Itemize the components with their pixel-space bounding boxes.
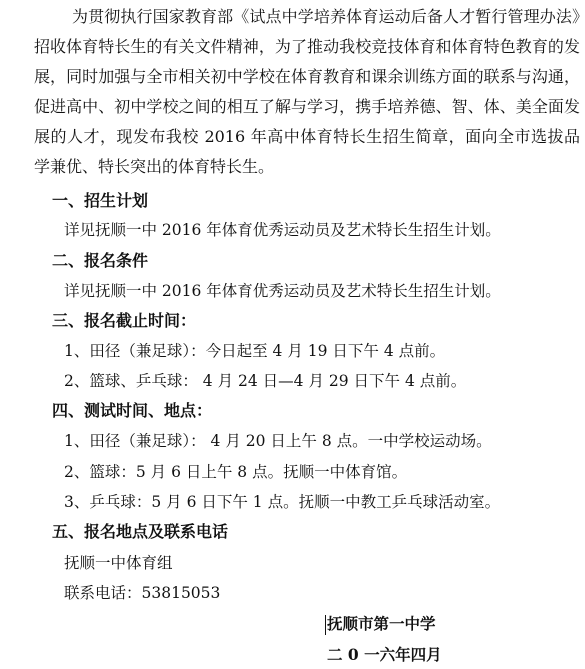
test-item-table-tennis: 3、乒乓球：5 月 6 日下午 1 点。抚顺一中教工乒乓球活动室。 [64,493,501,511]
section-text-requirements: 详见抚顺一中 2016 年体育优秀运动员及艺术特长生招生计划。 [64,282,501,300]
section-heading-location-contact: 五、报名地点及联系电话 [52,522,229,541]
contact-location: 抚顺一中体育组 [64,554,173,572]
intro-paragraph: 为贯彻执行国家教育部《试点中学培养体育运动后备人才暂行管理办法》招收体育特长生的有关文件精神，为了推动我校竞技体育和体育特色教育的发展，同时加强与全市相关初中学校在体育教育和课余训练方面的联系与沟通，促进高中、初中学校之间的相互了解与学习，携手培养德、智、体、美全面发展的人才，现发布我校 2016 年高中体育特长生招生简章，面向全市选拔品学兼优、特长突出的体育特长生。 [34,7,580,176]
section-text-enrollment-plan: 详见抚顺一中 2016 年体育优秀运动员及艺术特长生招生计划。 [64,221,501,239]
deadline-item-ball: 2、篮球、乒乓球： 4 月 24 日—4 月 29 日下午 4 点前。 [64,372,467,390]
section-heading-deadline: 三、报名截止时间： [52,311,197,330]
test-item-basketball: 2、篮球：5 月 6 日上午 8 点。抚顺一中体育馆。 [64,463,408,481]
signature-date: 二 0 一六年四月 [327,645,442,664]
section-heading-test-time-place: 四、测试时间、地点： [52,401,213,420]
section-heading-requirements: 二、报名条件 [52,251,149,270]
text-cursor [325,615,326,635]
test-item-track: 1、田径（兼足球）： 4 月 20 日上午 8 点。一中学校运动场。 [64,432,492,450]
deadline-item-track: 1、田径（兼足球）：今日起至 4 月 19 日下午 4 点前。 [64,342,446,360]
section-heading-enrollment-plan: 一、招生计划 [52,191,149,210]
signature-school: 抚顺市第一中学 [327,614,436,633]
contact-phone: 联系电话：53815053 [64,584,221,602]
